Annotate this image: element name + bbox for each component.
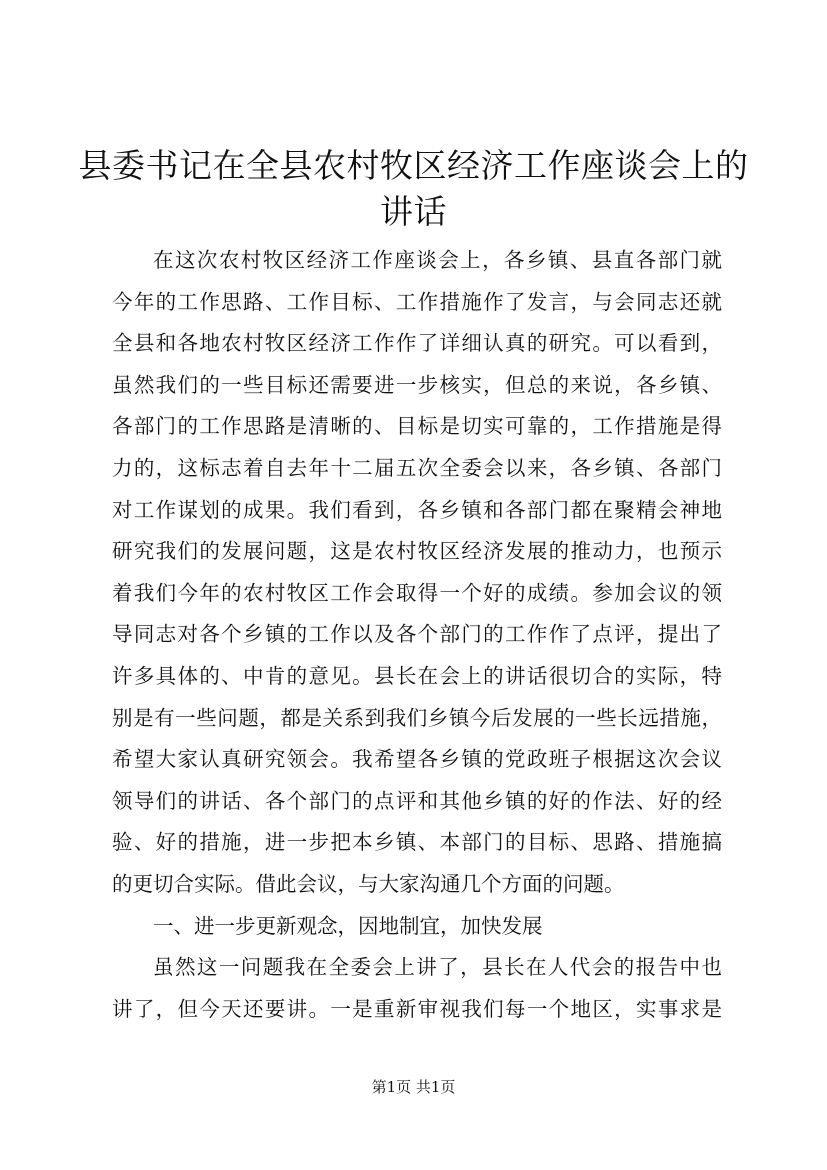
body-line: 研究我们的发展问题，这是农村牧区经济发展的推动力，也预示 xyxy=(112,539,722,564)
body-line: 许多具体的、中肯的意见。县长在会上的讲话很切合的实际，特 xyxy=(112,663,722,688)
body-line: 在这次农村牧区经济工作座谈会上，各乡镇、县直各部门就 xyxy=(153,248,722,272)
body-line: 导同志对各个乡镇的工作以及各个部门的工作作了点评，提出了 xyxy=(112,622,722,647)
body-line: 虽然我们的一些目标还需要进一步核实，但总的来说，各乡镇、 xyxy=(112,372,722,397)
document-body xyxy=(112,240,722,1030)
body-line: 着我们今年的农村牧区工作会取得一个好的成绩。参加会议的领 xyxy=(112,580,722,605)
body-line: 讲了，但今天还要讲。一是重新审视我们每一个地区，实事求是 xyxy=(112,996,722,1021)
section-heading: 一、进一步更新观念，因地制宜，加快发展 xyxy=(153,913,543,938)
body-line: 力的，这标志着自去年十二届五次全委会以来，各乡镇、各部门 xyxy=(112,455,722,480)
page-footer: 第1页 共1页 xyxy=(371,1078,456,1096)
body-line: 的更切合实际。借此会议，与大家沟通几个方面的问题。 xyxy=(112,871,625,896)
body-line: 别是有一些问题，都是关系到我们乡镇今后发展的一些长远措施， xyxy=(112,705,722,730)
body-line: 验、好的措施，进一步把本乡镇、本部门的目标、思路、措施搞 xyxy=(112,830,722,855)
document-title xyxy=(60,143,767,235)
body-line: 各部门的工作思路是清晰的、目标是切实可靠的，工作措施是得 xyxy=(112,414,722,439)
body-line: 全县和各地农村牧区经济工作作了详细认真的研究。可以看到， xyxy=(112,331,722,356)
body-line: 对工作谋划的成果。我们看到，各乡镇和各部门都在聚精会神地 xyxy=(112,497,722,522)
body-line: 今年的工作思路、工作目标、工作措施作了发言，与会同志还就 xyxy=(112,289,722,314)
title-line-2: 讲话 xyxy=(380,192,447,231)
title-line-1: 县委书记在全县农村牧区经济工作座谈会上的 xyxy=(78,146,749,185)
body-line: 希望大家认真研究领会。我希望各乡镇的党政班子根据这次会议 xyxy=(112,747,722,772)
body-line: 领导们的讲话、各个部门的点评和其他乡镇的好的作法、好的经 xyxy=(112,788,722,813)
body-line: 虽然这一问题我在全委会上讲了，县长在人代会的报告中也 xyxy=(153,955,722,980)
